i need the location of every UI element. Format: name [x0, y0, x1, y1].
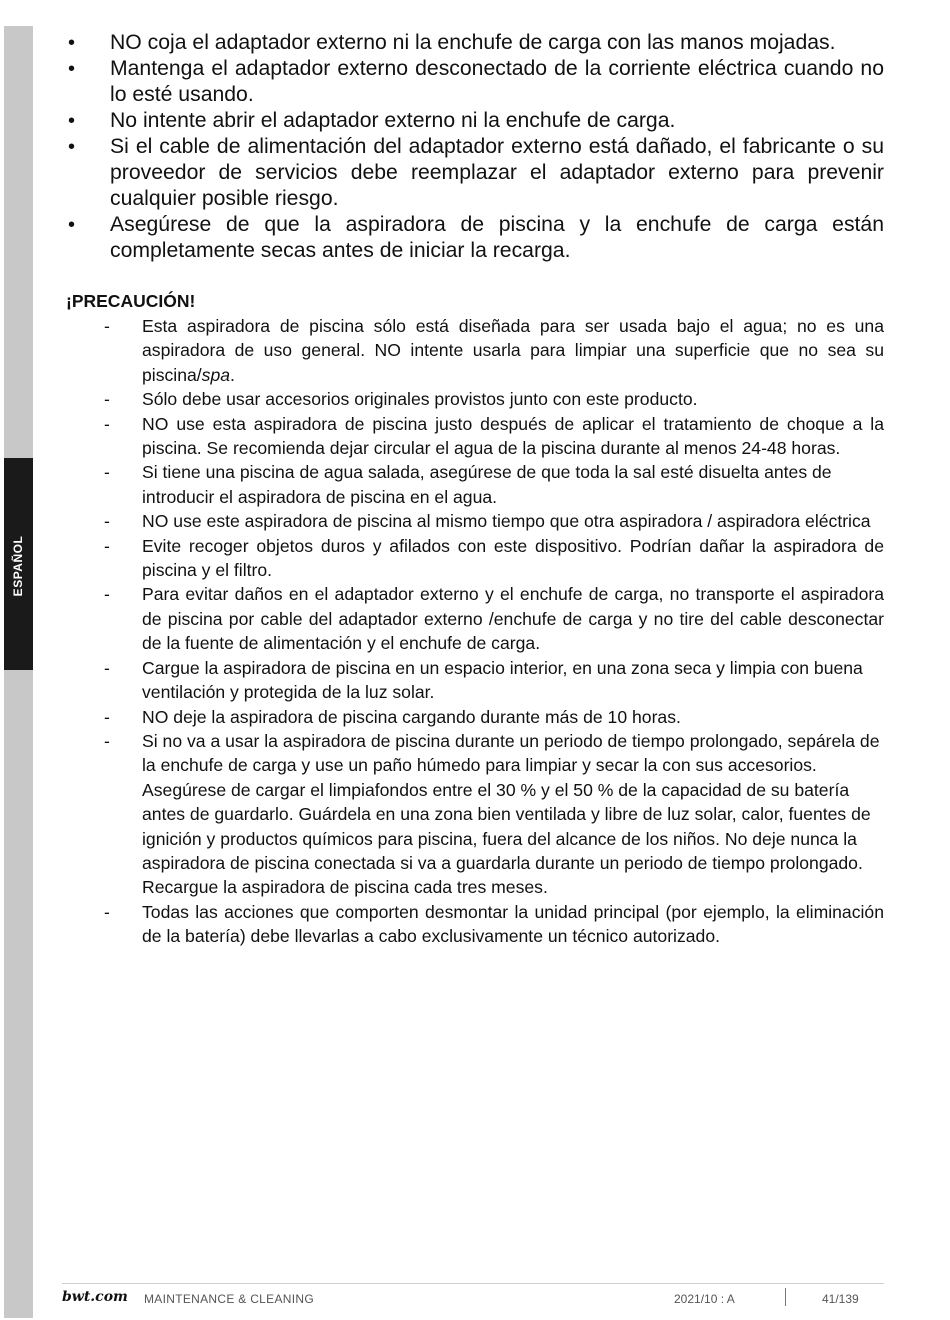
page-number: 41/139 — [822, 1292, 859, 1306]
caution-item: - Cargue la aspiradora de piscina en un espacio interior, en una zona seca y limpia con buena ventilación y protegida de la luz solar. — [104, 657, 863, 703]
dash-icon: - — [104, 511, 110, 532]
dash-icon: - — [104, 389, 110, 410]
caution-item: - Esta aspiradora de piscina sólo está diseñada para ser usada bajo el agua; no es una aspiradora de uso general. NO intente usarla para limpiar una superficie que no sea su piscina/spa. — [104, 316, 884, 385]
list-item: • Mantenga el adaptador externo desconectado de la corriente eléctrica cuando no lo esté usando. — [68, 57, 884, 106]
bullet-icon: • — [68, 214, 76, 236]
dash-icon: - — [104, 901, 110, 922]
side-margin-bar — [4, 26, 33, 1318]
caution-item: - NO deje la aspiradora de piscina cargando durante más de 10 horas. — [66, 705, 884, 729]
bullet-icon: • — [68, 32, 76, 54]
bullet-list — [66, 30, 884, 264]
page-content — [66, 30, 884, 949]
dash-icon: - — [104, 535, 110, 556]
bullet-icon: • — [68, 110, 76, 132]
dash-icon: - — [104, 730, 110, 751]
footer-divider — [785, 1288, 786, 1306]
version-label: 2021/10 : A — [674, 1292, 735, 1306]
caution-item: - Para evitar daños en el adaptador externo y el enchufe de carga, no transporte el aspiradora de piscina por cable del adaptador externo /enchufe de carga y no tire del cable desconectar de la fuente de alimentación y el enchufe de carga. — [104, 584, 884, 654]
caution-item: - Sólo debe usar accesorios originales provistos junto con este producto. — [66, 387, 884, 411]
list-item: • Asegúrese de que la aspiradora de piscina y la enchufe de carga están completamente secas antes de iniciar la recarga. — [68, 213, 884, 262]
dash-icon: - — [104, 584, 110, 605]
caution-item: - Si no va a usar la aspiradora de piscina durante un periodo de tiempo prolongado, sepárela de la enchufe de carga y use un paño húmedo para limpiar y secar la con sus accesorios. Asegúrese de cargar el limpiafondos entre el 30 % y el 50 % de la capacidad de su batería antes de guardarlo. Guárdela en una zona bien ventilada y libre de luz solar, calor, fuentes de ignición y productos químicos para piscina, fuera del alcance de los niños. No deje nunca la aspiradora de piscina conectada si va a guardarla durante un periodo de tiempo prolongado. Recargue la aspiradora de piscina cada tres meses. — [104, 730, 880, 898]
section-name: MAINTENANCE & CLEANING — [144, 1292, 314, 1306]
dash-icon: - — [104, 316, 110, 336]
caution-item: - Todas las acciones que comporten desmontar la unidad principal (por ejemplo, la eliminación de la batería) debe llevarlas a cabo exclusivamente un técnico autorizado. — [104, 901, 884, 947]
language-tab-label: ESPAÑOL — [11, 535, 25, 597]
brand-logo: bwt.com — [62, 1289, 128, 1305]
dash-icon: - — [104, 706, 110, 727]
caution-item: - NO use este aspiradora de piscina al mismo tiempo que otra aspiradora / aspiradora eléctrica — [66, 509, 884, 533]
list-item: • No intente abrir el adaptador externo ni la enchufe de carga. — [68, 109, 676, 132]
caution-item: - Si tiene una piscina de agua salada, asegúrese de que toda la sal esté disuelta antes de introducir el aspiradora de piscina en el agua. — [104, 462, 832, 507]
list-item: • NO coja el adaptador externo ni la enchufe de carga con las manos mojadas. — [68, 31, 836, 54]
list-item: • Si el cable de alimentación del adaptador externo está dañado, el fabricante o su proveedor de servicios debe reemplazar el adaptador externo para prevenir cualquier posible riesgo. — [68, 135, 884, 210]
caution-heading: ¡PRECAUCIÓN! — [66, 291, 196, 311]
caution-list — [66, 314, 884, 949]
dash-icon: - — [104, 462, 110, 483]
caution-item: - NO use esta aspiradora de piscina justo después de aplicar el tratamiento de choque a la piscina. Se recomienda dejar circular el agua de la piscina durante al menos 24-48 horas. — [104, 413, 884, 459]
page-footer — [62, 1283, 884, 1310]
dash-icon: - — [104, 657, 110, 678]
bullet-icon: • — [68, 58, 76, 80]
caution-item: - Evite recoger objetos duros y afilados con este dispositivo. Podrían dañar la aspiradora de piscina y el filtro. — [104, 535, 884, 581]
bullet-icon: • — [68, 136, 76, 158]
dash-icon: - — [104, 413, 110, 434]
